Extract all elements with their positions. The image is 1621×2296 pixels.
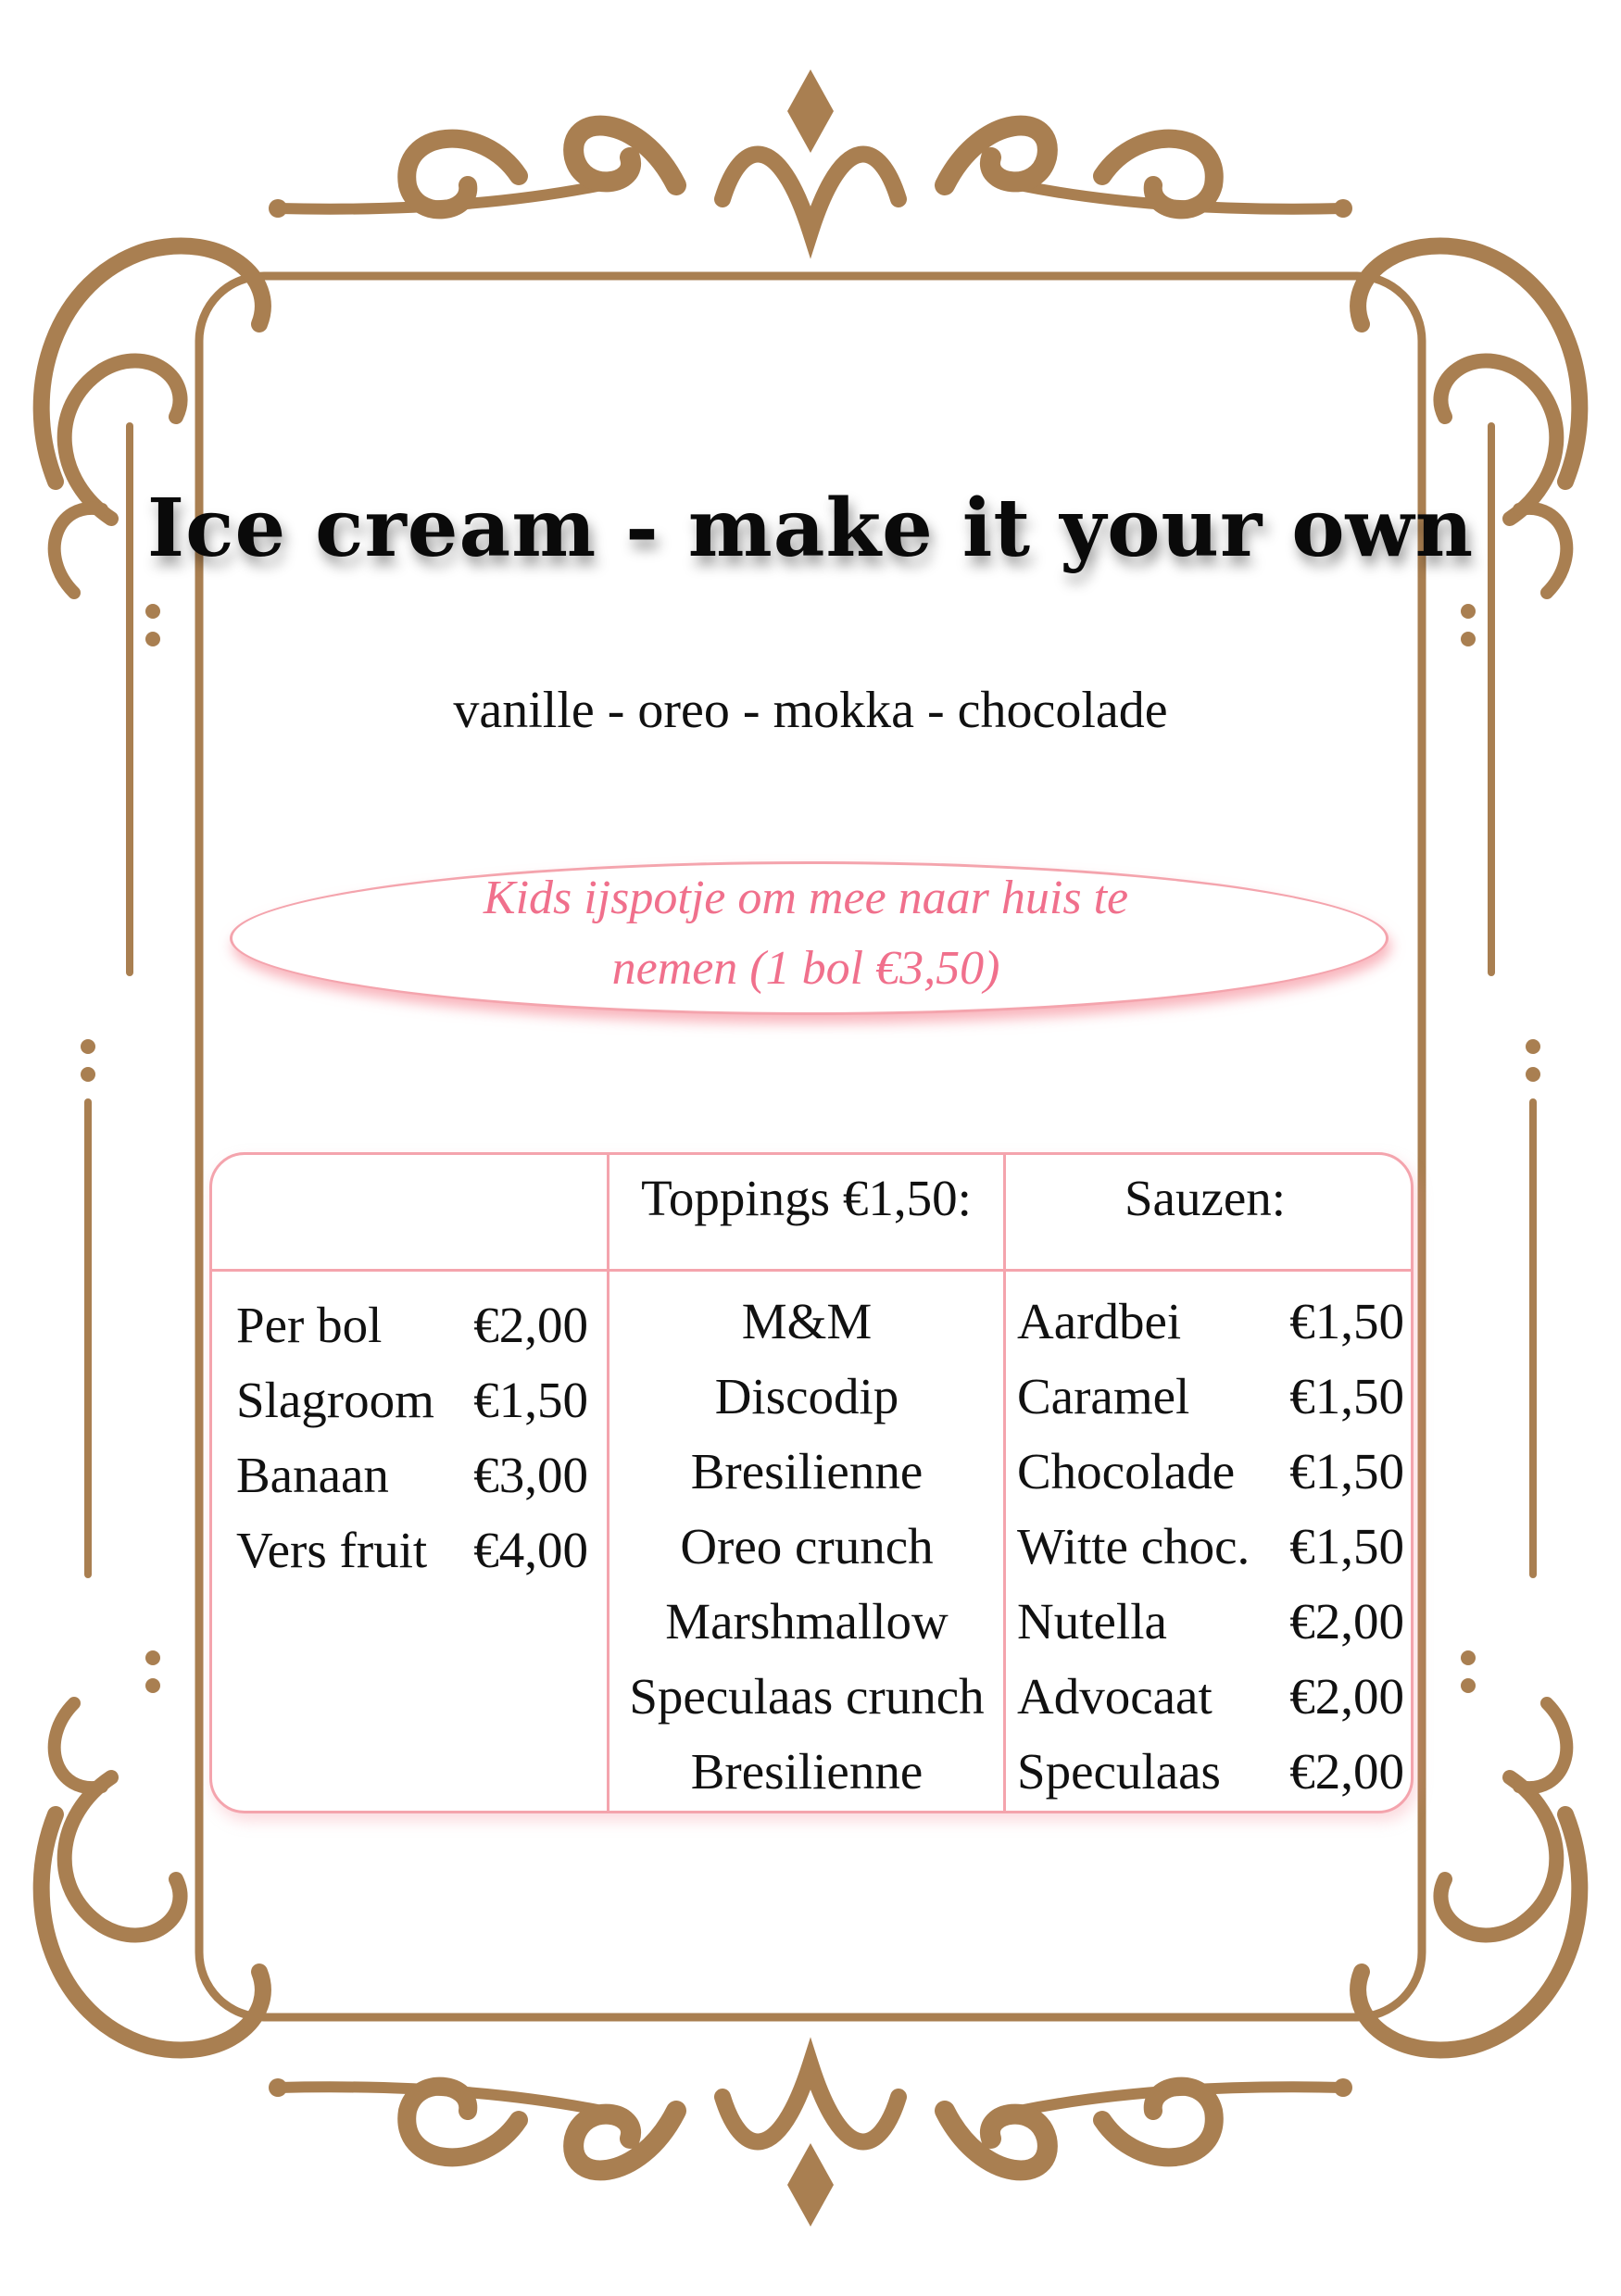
basics-list [236,1287,588,1587]
item-name: Vers fruit [236,1522,428,1578]
item-price: €4,00 [473,1522,588,1578]
table-divider [1003,1152,1006,1813]
toppings-header: Toppings €1,50: [641,1170,972,1226]
list-item: Bresilienne [690,1743,924,1800]
sauzen-header: Sauzen: [1124,1170,1287,1226]
list-item [1017,1659,1404,1734]
item-name: Banaan [236,1447,389,1503]
list-item [236,1512,588,1587]
item-name: Slagroom [236,1372,434,1428]
item-price: €2,00 [1289,1668,1404,1725]
item-price: €1,50 [1289,1518,1404,1575]
item-name: Speculaas [1017,1743,1221,1800]
list-item: Marshmallow [665,1593,949,1650]
list-item [1017,1584,1404,1659]
list-item [236,1362,588,1437]
item-price: €1,50 [1289,1368,1404,1424]
item-price: €1,50 [473,1372,588,1428]
item-name: Aardbei [1017,1293,1182,1349]
list-item [1017,1509,1404,1584]
list-item: Bresilienne [690,1443,924,1499]
list-item [1017,1734,1404,1809]
list-item [1017,1434,1404,1509]
item-price: €2,00 [1289,1593,1404,1650]
item-price: €3,00 [473,1447,588,1503]
item-name: Per bol [236,1297,383,1353]
list-item: M&M [741,1293,873,1349]
item-name: Witte choc. [1017,1518,1250,1575]
toppings-list [611,1284,1002,1809]
list-item [236,1437,588,1512]
item-price: €2,00 [1289,1743,1404,1800]
flavors-list: vanille - oreo - mokka - chocolade [453,682,1168,739]
item-price: €1,50 [1289,1293,1404,1349]
list-item: Speculaas crunch [629,1668,985,1725]
list-item [1017,1284,1404,1359]
list-item [1017,1359,1404,1434]
sauzen-list [1017,1284,1404,1809]
kids-offer-line-2: nemen (1 bol €3,50) [611,942,1000,995]
list-item: Oreo crunch [680,1518,934,1575]
kids-offer-line-1: Kids ijspotje om mee naar huis te [483,872,1129,924]
item-name: Caramel [1017,1368,1190,1424]
table-header-divider [209,1269,1414,1272]
list-item: Discodip [714,1368,899,1424]
item-price: €2,00 [473,1297,588,1353]
kids-offer-text [398,863,1213,1004]
item-price: €1,50 [1289,1443,1404,1499]
list-item [236,1287,588,1362]
item-name: Nutella [1017,1593,1167,1650]
table-divider [607,1152,609,1813]
item-name: Chocolade [1017,1443,1236,1499]
menu-title: Ice cream - make it your own [146,482,1475,575]
item-name: Advocaat [1017,1668,1213,1725]
